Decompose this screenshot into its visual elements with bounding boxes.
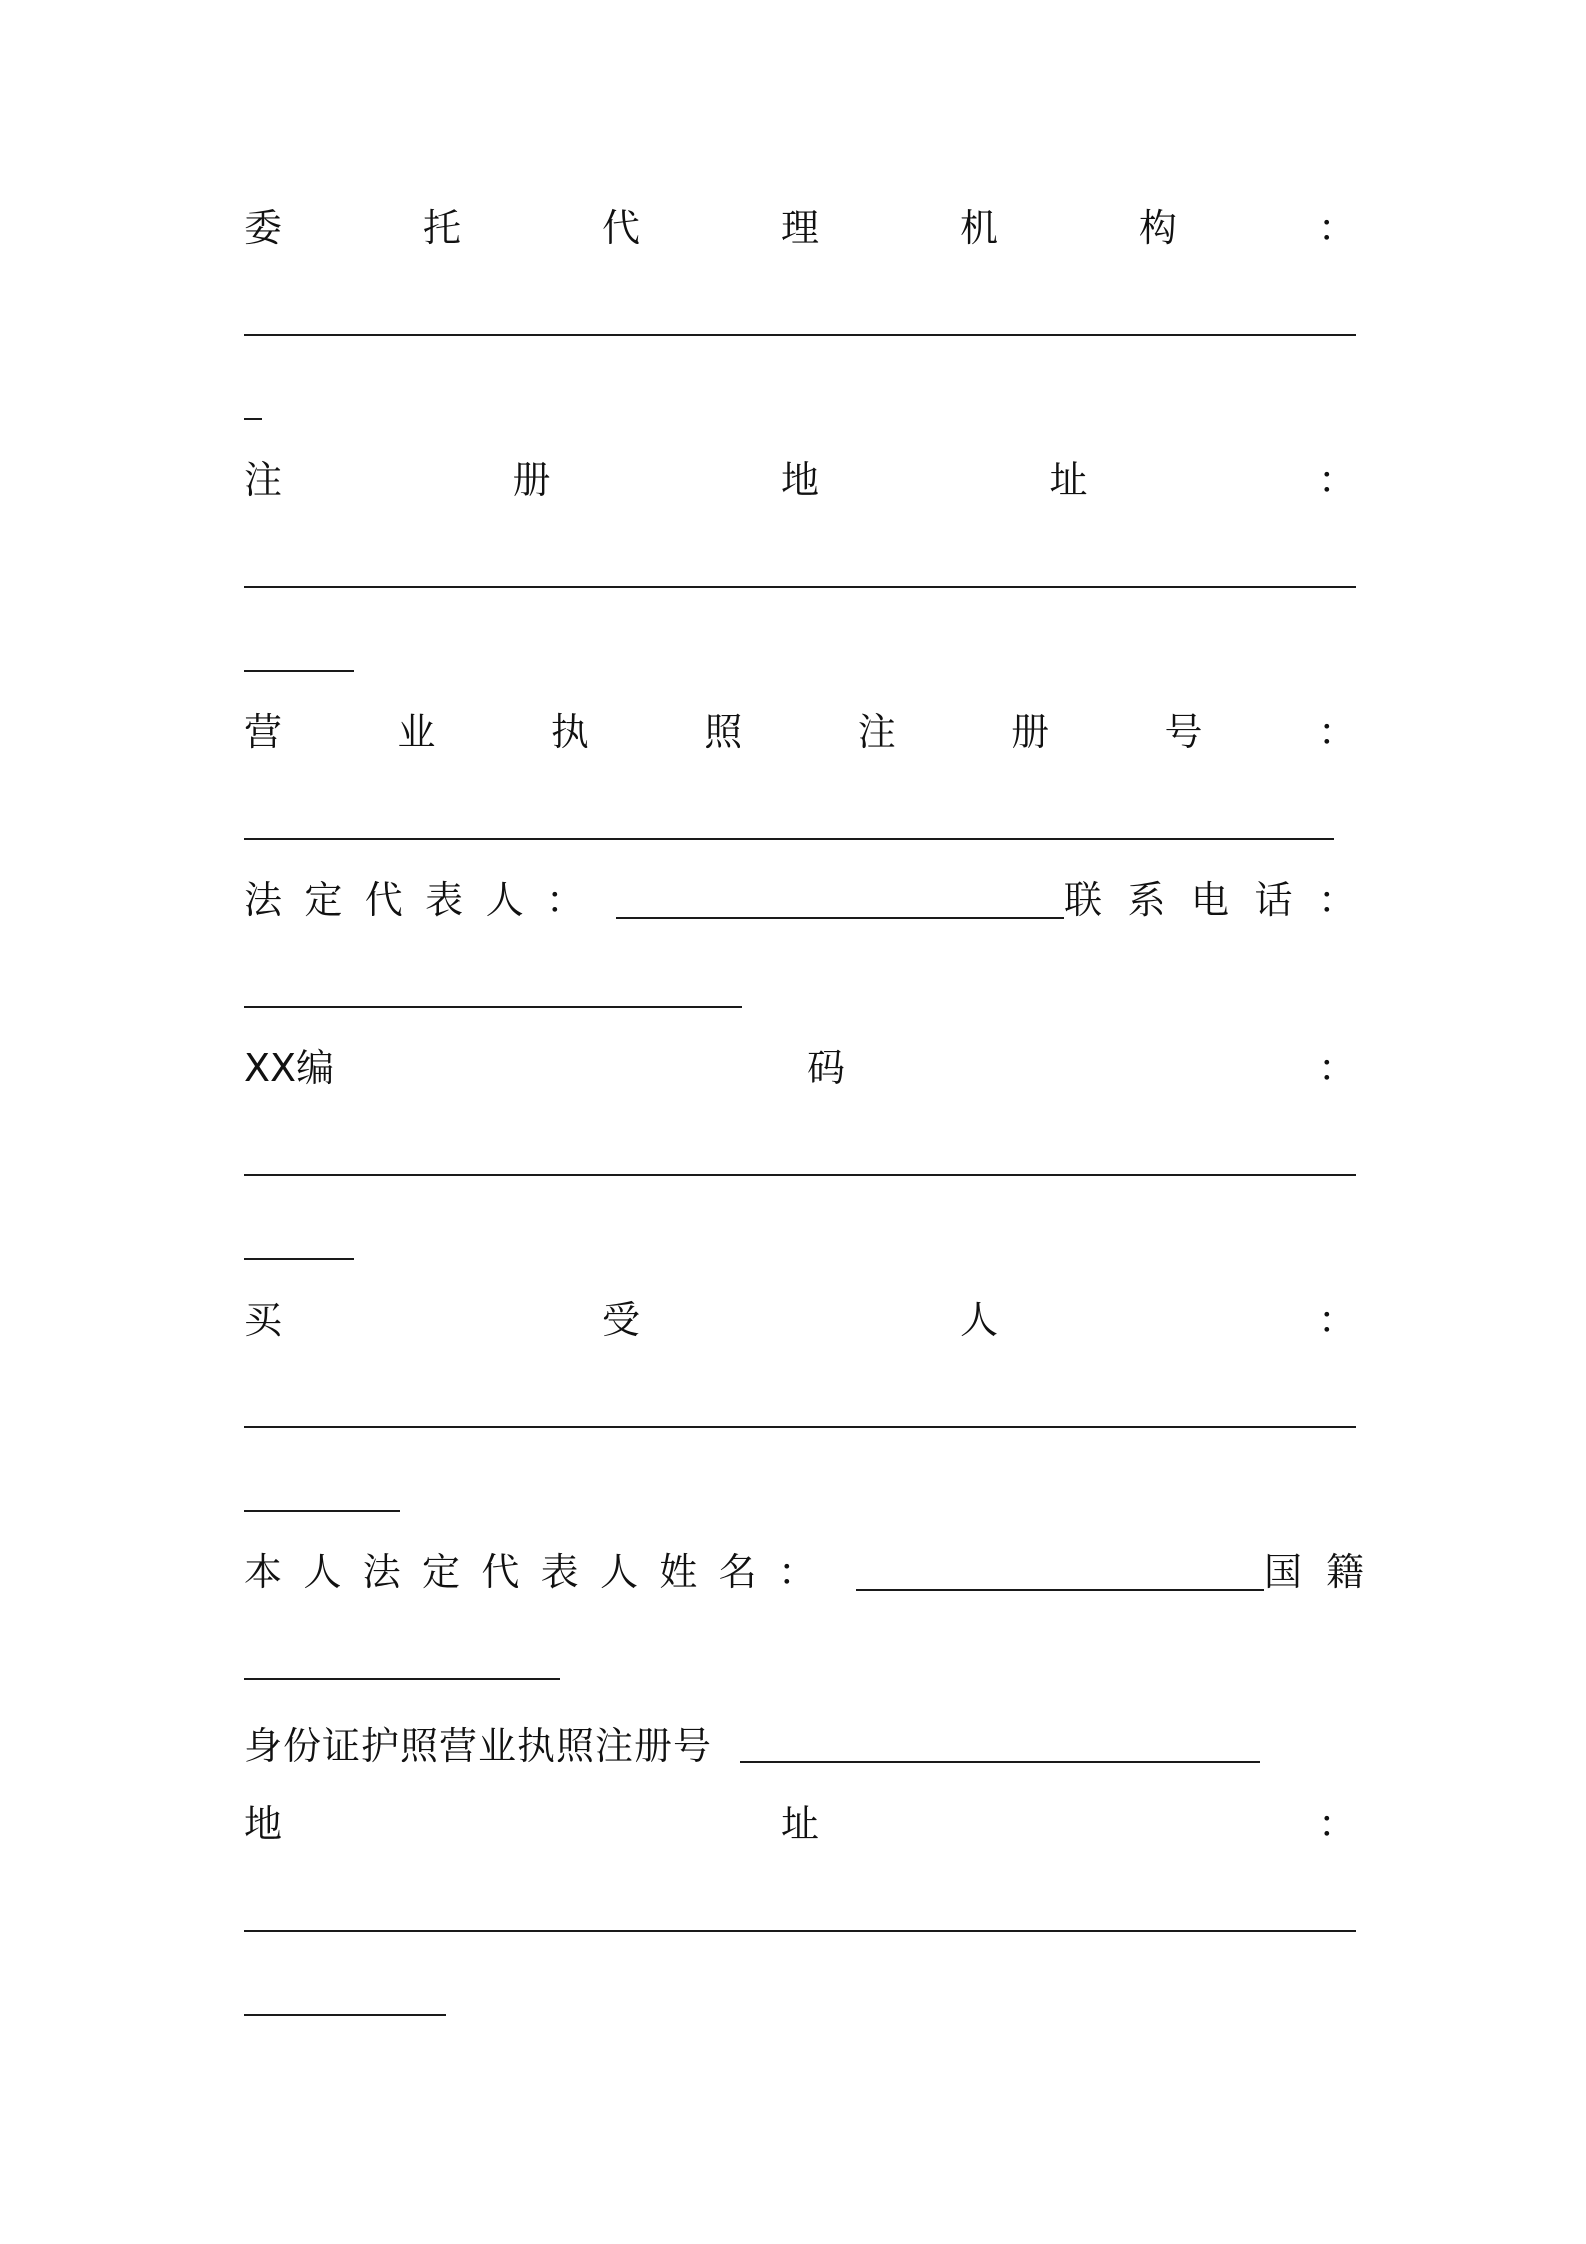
code-char: 码 — [807, 1046, 846, 1090]
buyer-blank-line-cont[interactable] — [244, 1510, 400, 1512]
buyer-char: 人 — [959, 1298, 998, 1342]
license-no-char: 执 — [550, 710, 589, 754]
legal-rep-char: ： — [545, 878, 584, 922]
legal-rep-char: 定 — [304, 878, 343, 922]
phone-label — [1064, 876, 1356, 924]
legal-rep-char: 法 — [244, 878, 283, 922]
phone-char: 系 — [1127, 878, 1166, 922]
address-char: 地 — [244, 1802, 283, 1846]
buyer-rep-char: 表 — [540, 1550, 579, 1594]
agency-blank-line[interactable] — [244, 334, 1356, 336]
buyer-char: ： — [1317, 1298, 1356, 1342]
buyer-rep-char: 姓 — [659, 1550, 698, 1594]
agency-char: 委 — [244, 206, 283, 250]
code-label — [244, 1044, 1356, 1092]
phone-char: 话 — [1254, 878, 1293, 922]
phone-blank-line[interactable] — [244, 1006, 742, 1008]
legal-rep-label — [244, 876, 584, 924]
buyer-rep-blank-line[interactable] — [856, 1553, 1264, 1591]
agency-char: ： — [1317, 206, 1356, 250]
buyer-blank-line[interactable] — [244, 1426, 1356, 1428]
agency-char: 理 — [780, 206, 819, 250]
reg-address-char: ： — [1317, 458, 1356, 502]
id-no-label: 身份证护照营业执照注册号 — [244, 1724, 713, 1768]
reg-address-char: 地 — [780, 458, 819, 502]
buyer-rep-row — [244, 1548, 1364, 1596]
buyer-label — [244, 1296, 1356, 1344]
license-no-char: 营 — [244, 710, 283, 754]
id-no-blank-line[interactable] — [740, 1729, 1260, 1763]
reg-address-char: 册 — [512, 458, 551, 502]
nationality-char: 籍 — [1325, 1550, 1364, 1594]
license-no-char: 业 — [397, 710, 436, 754]
address-blank-line[interactable] — [244, 1930, 1356, 1932]
license-no-char: 注 — [857, 710, 896, 754]
buyer-char: 买 — [244, 1298, 283, 1342]
buyer-rep-char: ： — [777, 1550, 816, 1594]
license-no-char: ： — [1317, 710, 1356, 754]
buyer-rep-char: 名 — [718, 1550, 757, 1594]
code-blank-line[interactable] — [244, 1174, 1356, 1176]
code-char: ： — [1317, 1046, 1356, 1090]
reg-address-blank-line[interactable] — [244, 586, 1356, 588]
buyer-char: 受 — [601, 1298, 640, 1342]
reg-address-label — [244, 456, 1356, 504]
buyer-rep-label — [244, 1548, 816, 1596]
address-label — [244, 1800, 1356, 1848]
reg-address-blank-line-cont[interactable] — [244, 670, 354, 672]
nationality-char: 国 — [1264, 1550, 1303, 1594]
phone-char: ： — [1317, 878, 1356, 922]
id-no-row — [244, 1722, 1356, 1770]
buyer-rep-char: 代 — [481, 1550, 520, 1594]
buyer-rep-char: 法 — [362, 1550, 401, 1594]
nationality-blank-line[interactable] — [244, 1678, 560, 1680]
reg-address-char: 址 — [1049, 458, 1088, 502]
phone-char: 电 — [1190, 878, 1229, 922]
agency-label — [244, 204, 1356, 252]
buyer-rep-char: 人 — [303, 1550, 342, 1594]
address-char: 址 — [780, 1802, 819, 1846]
license-no-char: 号 — [1164, 710, 1203, 754]
code-char: XX编 — [244, 1046, 335, 1090]
agency-char: 代 — [601, 206, 640, 250]
reg-address-char: 注 — [244, 458, 283, 502]
agency-char: 构 — [1138, 206, 1177, 250]
legal-rep-char: 代 — [364, 878, 403, 922]
agency-char: 托 — [422, 206, 461, 250]
license-no-char: 册 — [1011, 710, 1050, 754]
legal-rep-blank-line[interactable] — [616, 881, 1064, 919]
phone-char: 联 — [1064, 878, 1103, 922]
address-blank-line-cont[interactable] — [244, 2014, 446, 2016]
buyer-rep-char: 定 — [421, 1550, 460, 1594]
agency-blank-line-cont[interactable] — [244, 418, 262, 420]
legal-rep-char: 表 — [425, 878, 464, 922]
legal-rep-row — [244, 876, 1356, 924]
license-no-char: 照 — [704, 710, 743, 754]
buyer-rep-char: 人 — [599, 1550, 638, 1594]
agency-char: 机 — [959, 206, 998, 250]
buyer-rep-char: 本 — [244, 1550, 283, 1594]
license-no-blank-line[interactable] — [244, 838, 1334, 840]
address-char: ： — [1317, 1802, 1356, 1846]
code-blank-line-cont[interactable] — [244, 1258, 354, 1260]
license-no-label — [244, 708, 1356, 756]
nationality-label — [1264, 1548, 1364, 1596]
legal-rep-char: 人 — [485, 878, 524, 922]
